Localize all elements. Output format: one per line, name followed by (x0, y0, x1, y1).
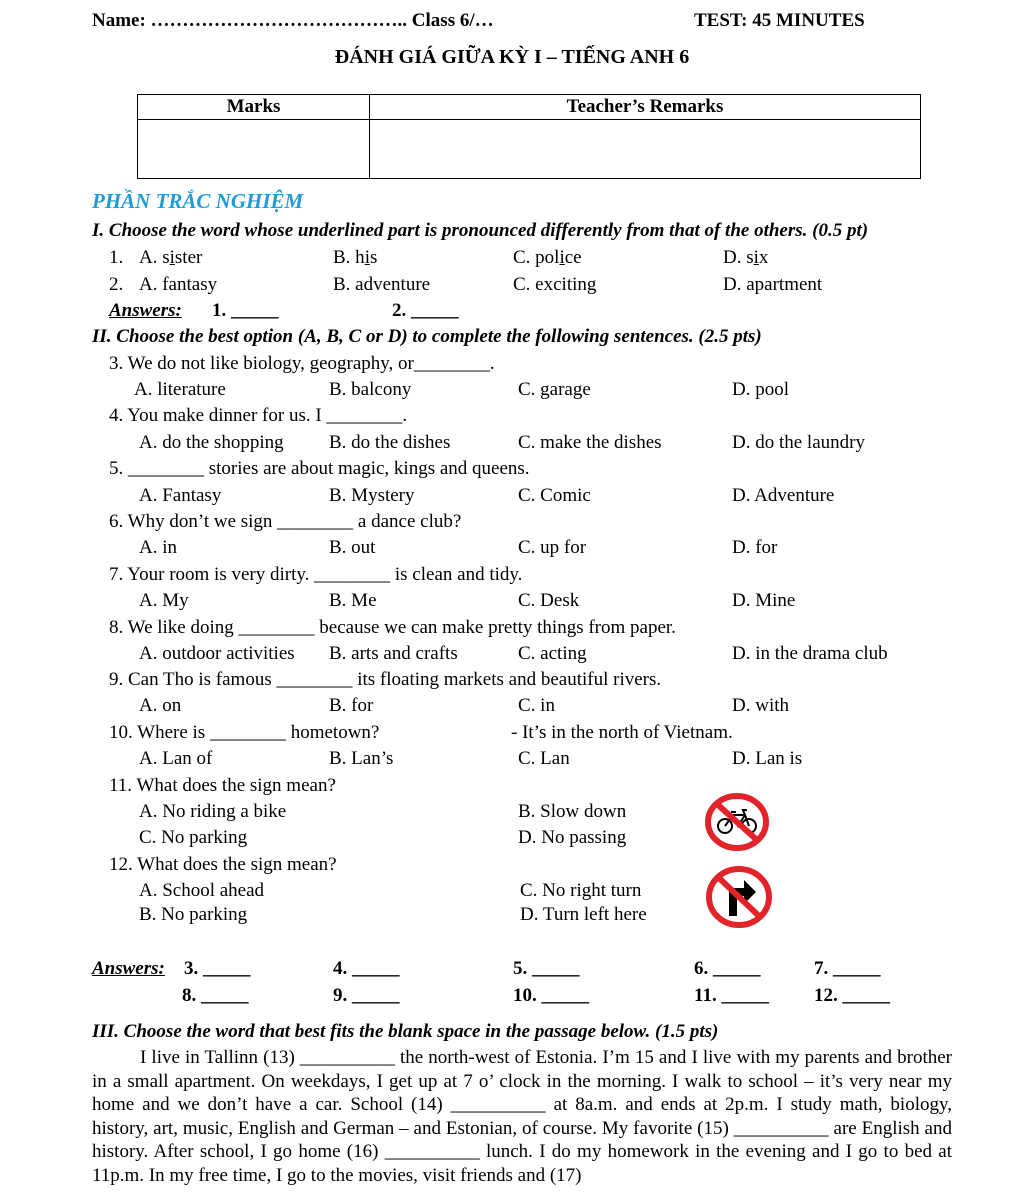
q12-option-a: A. School ahead (139, 880, 265, 901)
q6-option-a: A. in (139, 537, 177, 558)
q10-option-c: C. Lan (518, 748, 570, 769)
test-duration: TEST: 45 MINUTES (694, 10, 865, 31)
q10-option-b: B. Lan’s (329, 748, 394, 769)
answer-blank-12[interactable]: 12. _____ (814, 985, 890, 1006)
question-4: 4. You make dinner for us. I ________. (109, 405, 408, 426)
section-1-title: I. Choose the word whose underlined part is pronounced differently from that of the others. (0.5 pt) (92, 220, 869, 241)
answer-blank-2[interactable]: 2. _____ (392, 300, 459, 321)
q10-option-a: A. Lan of (139, 748, 213, 769)
name-class-line: Name: ………………………………….. Class 6/… (92, 10, 494, 31)
section-2-answers-label: Answers: (92, 958, 165, 979)
marks-cell (138, 120, 370, 179)
q1-option-a: A. sister (139, 247, 203, 268)
q1-option-b: B. his (333, 247, 378, 268)
q4-option-c: C. make the dishes (518, 432, 662, 453)
question-7: 7. Your room is very dirty. ________ is clean and tidy. (109, 564, 523, 585)
q4-option-a: A. do the shopping (139, 432, 284, 453)
q8-option-d: D. in the drama club (732, 643, 888, 664)
q8-option-c: C. acting (518, 643, 587, 664)
question-11: 11. What does the sign mean? (109, 775, 336, 796)
q7-option-c: C. Desk (518, 590, 580, 611)
page-title: ĐÁNH GIÁ GIỮA KỲ I – TIẾNG ANH 6 (334, 46, 690, 68)
answer-blank-8[interactable]: 8. _____ (182, 985, 249, 1006)
q11-option-d: D. No passing (518, 827, 627, 848)
q5-option-a: A. Fantasy (139, 485, 222, 506)
q7-option-b: B. Me (329, 590, 377, 611)
q2-option-d: D. apartment (723, 274, 823, 295)
question-8: 8. We like doing ________ because we can make pretty things from paper. (109, 617, 676, 638)
q7-option-d: D. Mine (732, 590, 796, 611)
question-6: 6. Why don’t we sign ________ a dance club? (109, 511, 462, 532)
marks-table (137, 94, 921, 179)
q8-option-b: B. arts and crafts (329, 643, 458, 664)
remarks-header: Teacher’s Remarks (370, 95, 921, 120)
part-title: PHẦN TRẮC NGHIỆM (92, 189, 304, 213)
q7-option-a: A. My (139, 590, 189, 611)
question-5: 5. ________ stories are about magic, kings and queens. (109, 458, 530, 479)
reading-passage: I live in Tallinn (13) __________ the north-west of Estonia. I’m 15 and I live with my parents and brother in a small apartment. On weekdays, I get up at 7 o’ clock in the morning. I walk to school – it’s very near my home and we don’t have a car. School (14) __________ at 8a.m. and ends at 2p.m. I study math, biology, history, art, music, English and German – and Estonian, of course. My favorite (15) __________ are English and history. After school, I go home (16) __________ lunch. I do my homework in the evening and I go to bed at 11p.m. In my free time, I go to the movies, visit friends and (17) (92, 1047, 952, 1186)
answer-blank-4[interactable]: 4. _____ (333, 958, 400, 979)
q11-option-c: C. No parking (139, 827, 248, 848)
q9-option-c: C. in (518, 695, 555, 716)
question-10: 10. Where is ________ hometown? (109, 722, 380, 743)
q8-option-a: A. outdoor activities (139, 643, 295, 664)
q5-option-d: D. Adventure (732, 485, 835, 506)
answer-blank-11[interactable]: 11. _____ (694, 985, 769, 1006)
q2-option-c: C. exciting (513, 274, 597, 295)
marks-header: Marks (138, 95, 370, 120)
q1-option-d: D. six (723, 247, 769, 268)
q1-option-c: C. police (513, 247, 582, 268)
section-2-title: II. Choose the best option (A, B, C or D) to complete the following sentences. (2.5 pts) (92, 326, 762, 347)
q9-option-a: A. on (139, 695, 182, 716)
q9-option-d: D. with (732, 695, 789, 716)
question-12: 12. What does the sign mean? (109, 854, 337, 875)
answer-blank-6[interactable]: 6. _____ (694, 958, 761, 979)
q3-option-c: C. garage (518, 379, 591, 400)
answer-blank-9[interactable]: 9. _____ (333, 985, 400, 1006)
remarks-cell (370, 120, 921, 179)
answer-blank-3[interactable]: 3. _____ (184, 958, 251, 979)
q3-option-b: B. balcony (329, 379, 412, 400)
q4-option-b: B. do the dishes (329, 432, 451, 453)
section-1-answers-label: Answers: (109, 300, 182, 321)
q5-option-b: B. Mystery (329, 485, 415, 506)
q3-option-a: A. literature (134, 379, 226, 400)
q12-option-d: D. Turn left here (520, 904, 647, 925)
question-10-reply: - It’s in the north of Vietnam. (511, 722, 733, 743)
q2-number: 2. (109, 274, 124, 295)
q2-option-a: A. fantasy (139, 274, 218, 295)
no-bicycle-sign-icon (705, 793, 769, 851)
q4-option-d: D. do the laundry (732, 432, 865, 453)
q2-option-b: B. adventure (333, 274, 431, 295)
answer-blank-10[interactable]: 10. _____ (513, 985, 589, 1006)
q5-option-c: C. Comic (518, 485, 591, 506)
q11-option-b: B. Slow down (518, 801, 627, 822)
answer-blank-7[interactable]: 7. _____ (814, 958, 881, 979)
q12-option-c: C. No right turn (520, 880, 642, 901)
answer-blank-5[interactable]: 5. _____ (513, 958, 580, 979)
q6-option-b: B. out (329, 537, 376, 558)
q10-option-d: D. Lan is (732, 748, 803, 769)
question-3: 3. We do not like biology, geography, or________. (109, 353, 495, 374)
q9-option-b: B. for (329, 695, 374, 716)
question-9: 9. Can Tho is famous ________ its floating markets and beautiful rivers. (109, 669, 662, 690)
q11-option-a: A. No riding a bike (139, 801, 287, 822)
q1-number: 1. (109, 247, 124, 268)
q6-option-d: D. for (732, 537, 778, 558)
answer-blank-1[interactable]: 1. _____ (212, 300, 279, 321)
q3-option-d: D. pool (732, 379, 789, 400)
q6-option-c: C. up for (518, 537, 587, 558)
section-3-title: III. Choose the word that best fits the blank space in the passage below. (1.5 pts) (92, 1021, 719, 1042)
no-right-turn-sign-icon (706, 866, 772, 928)
q12-option-b: B. No parking (139, 904, 248, 925)
